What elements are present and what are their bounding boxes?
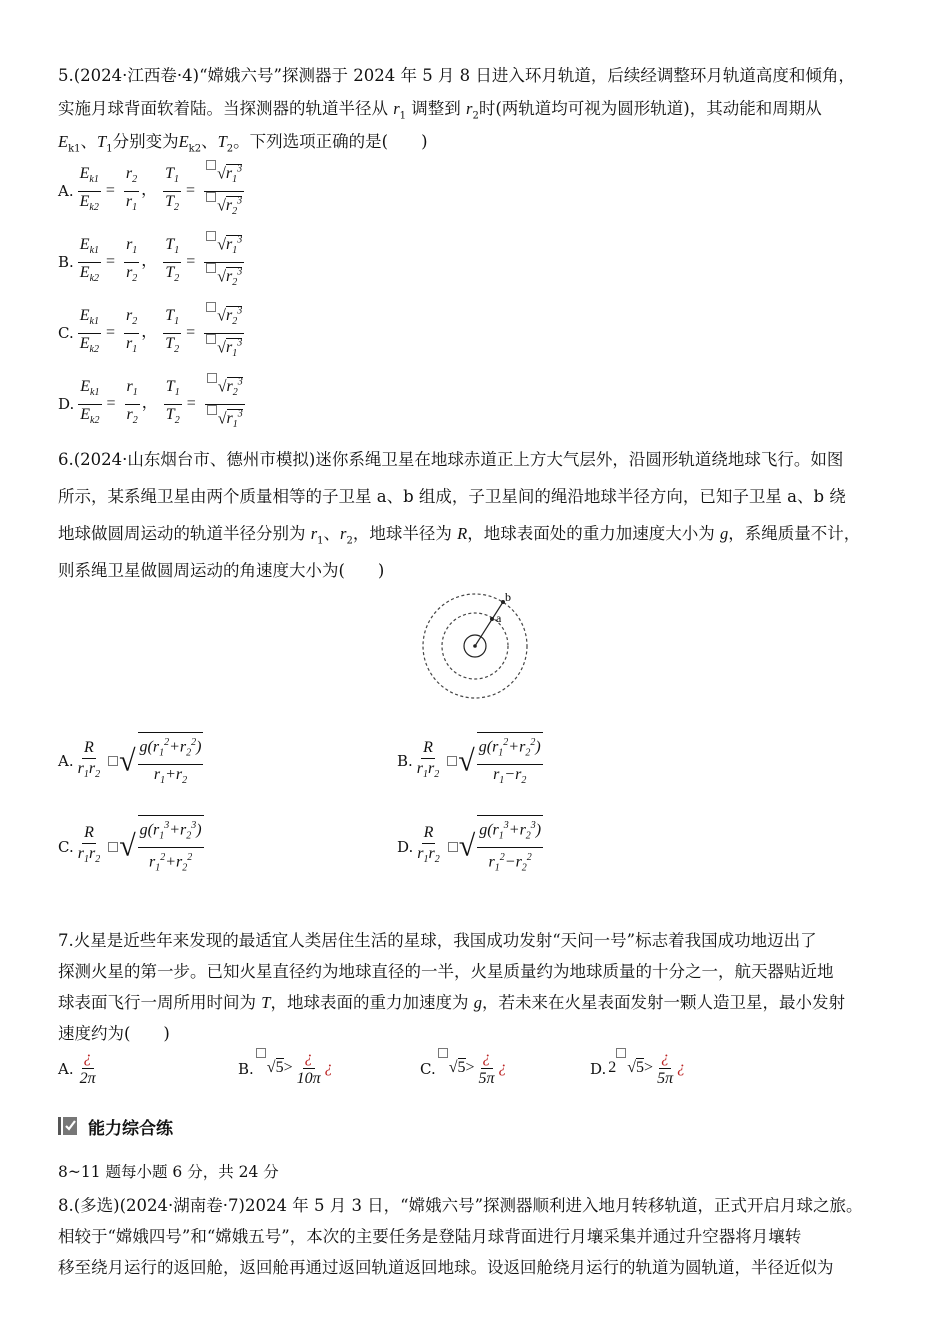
checklist-icon <box>58 1115 78 1137</box>
label-a: a <box>496 611 502 625</box>
q6-line1: 6.(2024·山东烟台市、德州市模拟)迷你系绳卫星在地球赤道正上方大气层外，沿圆形轨道绕地球飞行。如图 <box>58 450 844 469</box>
q6-option-c[interactable]: C. $\frac{R}{r_1r_2}$ √ $\frac{g(r_1^3+r_2^3)}{r_1^2+r_2^2}$ <box>58 815 206 878</box>
q6-line2: 所示，某系绳卫星由两个质量相等的子卫星 a、b 组成，子卫星间的绳沿地球半径方向，已知子卫星 a、b 绕 <box>58 487 846 506</box>
q5-option-d[interactable]: D. $\frac{E_{k1}}{E_{k2}}$ = $\frac{r_1}{r_2}$ ， $\frac{T_1}{T_2}$ = $\frac{√r_2^3}{√r_1^3}$ <box>58 373 247 435</box>
section-title: 能力综合练 <box>88 1119 173 1139</box>
q7-option-b[interactable]: B. √5> $\frac{¿}{10\pi}$ ¿ <box>238 1049 333 1087</box>
label-b: b <box>505 590 511 604</box>
q7-line1: 7.火星是近些年来发现的最适宜人类居住生活的星球，我国成功发射“天问一号”标志着我国成功地迈出了 <box>58 931 817 950</box>
q6-option-d[interactable]: D. $\frac{R}{r_1r_2}$ √ $\frac{g(r_1^3+r_2^3)}{r_1^2-r_2^2}$ <box>397 815 545 878</box>
q8-line1: 8.(多选)(2024·湖南卷·7)2024 年 5 月 3 日，“嫦娥六号”探测器顺利进入地月转移轨道，正式开启月球之旅。 <box>58 1196 863 1215</box>
q5-line1: 5.(2024·江西卷·4)“嫦娥六号”探测器于 2024 年 5 月 8 日进入环月轨道，后续经调整环月轨道高度和倾角， <box>58 66 855 85</box>
q8-note: 8~11 题每小题 6 分，共 24 分 <box>58 1163 279 1181</box>
q7-line3: 球表面飞行一周所用时间为 T，地球表面的重力加速度为 g，若未来在火星表面发射一颗人造卫星，最小发射 <box>58 993 845 1012</box>
q7-option-c[interactable]: C. √5> $\frac{¿}{5\pi}$ ¿ <box>420 1049 507 1087</box>
q6-option-b[interactable]: B. $\frac{R}{r_1r_2}$ √ $\frac{g(r_1^2+r_2^2)}{r_1-r_2}$ <box>397 732 545 791</box>
satellite-a <box>490 617 494 621</box>
q5-option-c[interactable]: C. $\frac{E_{k1}}{E_{k2}}$ = $\frac{r_2}{r_1}$ ， $\frac{T_1}{T_2}$ = $\frac{√r_2^3}{√r_1^3}$ <box>58 302 246 364</box>
q7-option-d[interactable]: D. 2 √5> $\frac{¿}{5\pi}$ ¿ <box>590 1049 686 1087</box>
q7-line2: 探测火星的第一步。已知火星直径约为地球直径的一半，火星质量约为地球质量的十分之一，航天器贴近地 <box>58 962 834 981</box>
q6-option-a[interactable]: A. $\frac{R}{r_1r_2}$ √ $\frac{g(r_1^2+r_2^2)}{r_1+r_2}$ <box>58 732 205 791</box>
q5-option-a[interactable]: A. $\frac{E_{k1}}{E_{k2}}$ = $\frac{r_2}{r_1}$ ， $\frac{T_1}{T_2}$ = $\frac{√r_1^3}{√r_2^3}$ <box>58 160 246 222</box>
orbit-diagram <box>415 590 535 705</box>
q6-line4: 则系绳卫星做圆周运动的角速度大小为( ) <box>58 561 385 580</box>
q7-option-a[interactable]: A. $\frac{¿}{2\pi}$ <box>58 1049 96 1087</box>
q5-line3: $E_{k1}$、$T_1$分别变为$E_{k2}$、$T_2$。下列选项正确的是( ) <box>58 132 428 155</box>
q6-line3: 地球做圆周运动的轨道半径分别为 $r_1$、$r_2$，地球半径为 R，地球表面处的重力加速度大小为 g，系绳质量不计， <box>58 524 861 547</box>
q5-line2: 实施月球背面软着陆。当探测器的轨道半径从 $r_1$ 调整到 $r_2$时(两轨道均可视为圆形轨道)，其动能和周期从 <box>58 99 822 122</box>
q5-option-b[interactable]: B. $\frac{E_{k1}}{E_{k2}}$ = $\frac{r_1}{r_2}$ ， $\frac{T_1}{T_2}$ = $\frac{√r_1^3}{√r_2^3}$ <box>58 231 246 293</box>
q7-line4: 速度约为( ) <box>58 1024 170 1043</box>
q8-line3: 移至绕月运行的返回舱，返回舱再通过返回轨道返回地球。设返回舱绕月运行的轨道为圆轨道，半径近似为 <box>58 1258 834 1277</box>
q8-line2: 相较于“嫦娥四号”和“嫦娥五号”，本次的主要任务是登陆月球背面进行月壤采集并通过升空器将月壤转 <box>58 1227 802 1246</box>
